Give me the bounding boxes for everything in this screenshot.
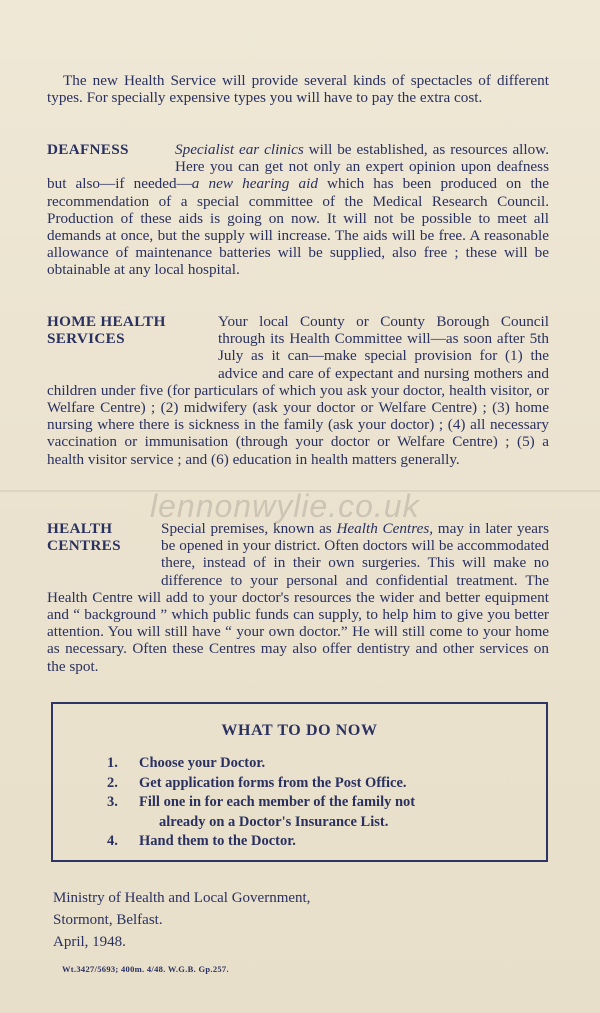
watermark: lennonwylie.co.uk bbox=[150, 488, 420, 524]
deafness-heading: DEAFNESS bbox=[47, 141, 129, 158]
spectacles-paragraph: The new Health Service will provide several kinds of spectacles of different types. For specially expensive types you will have to pay the extra cost. bbox=[47, 72, 549, 107]
what-to-do-box bbox=[51, 702, 548, 862]
printer-reference: Wt.3427/5693; 400m. 4/48. W.G.B. Gp.257. bbox=[62, 964, 229, 974]
list-item: 2. Get application forms from the Post Office. bbox=[107, 774, 407, 791]
deafness-section bbox=[47, 141, 549, 279]
list-item: 1. Choose your Doctor. bbox=[107, 755, 266, 771]
health-centres-section bbox=[47, 520, 549, 675]
list-item: 4. Hand them to the Doctor. bbox=[107, 833, 296, 849]
health-centres-heading: HEALTH CENTRES bbox=[47, 520, 121, 555]
home-health-text: Your local County or County Borough Council through its Health Committee will—as soon after 5th July as it can—make special provision for (1) the advice and care of expectant and nursing mothers and children under five (for particulars of which you ask your doctor, health visitor, or Welfare Centre) ; (2) midwifery (ask your doctor or Welfare Centre) ; (3) home nursing where there is sickness in the family (ask your doctor) ; (4) all necessary vaccination or immunisation (through your doctor or Welfare Centre) ; (5) a health visitor service ; and (6) education in health matters generally. bbox=[47, 313, 549, 468]
home-health-section bbox=[47, 313, 549, 468]
list-item: 3. Fill one in for each member of the family not already on a Doctor's Insurance List. bbox=[107, 794, 416, 830]
health-centres-text: Special premises, known as Health Centres, may in later years be opened in your district. Often doctors will be accommodated there, instead of in their own surgeries. This will make no difference to your personal and confidential treatment. The Health Centre will add to your doctor's resources the wider and better equipment and “ background ” which public funds can supply, to help him to give you better attention. You will still have “ your own doctor.” He will still come to your home as necessary. Often these Centres may also offer dentistry and other services on the spot. bbox=[47, 520, 549, 675]
what-to-do-list bbox=[107, 754, 415, 852]
what-to-do-title: WHAT TO DO NOW bbox=[221, 722, 378, 739]
deafness-text: Specialist ear clinics will be established, as resources allow. Here you can get not only an expert opinion upon deafness but also—if needed—a new hearing aid which has been produced on the recommendation of a special committee of the Medical Research Council. Production of these aids is going on now. It will not be possible to meet all demands at once, but the supply will increase. The aids will be free. A reasonable allowance of maintenance batteries will be supplied, also free ; these will be obtainable at any local hospital. bbox=[47, 141, 550, 279]
home-health-heading: HOME HEALTH SERVICES bbox=[47, 313, 166, 348]
ministry-signature: Ministry of Health and Local Government, Stormont, Belfast. April, 1948. bbox=[53, 890, 311, 950]
